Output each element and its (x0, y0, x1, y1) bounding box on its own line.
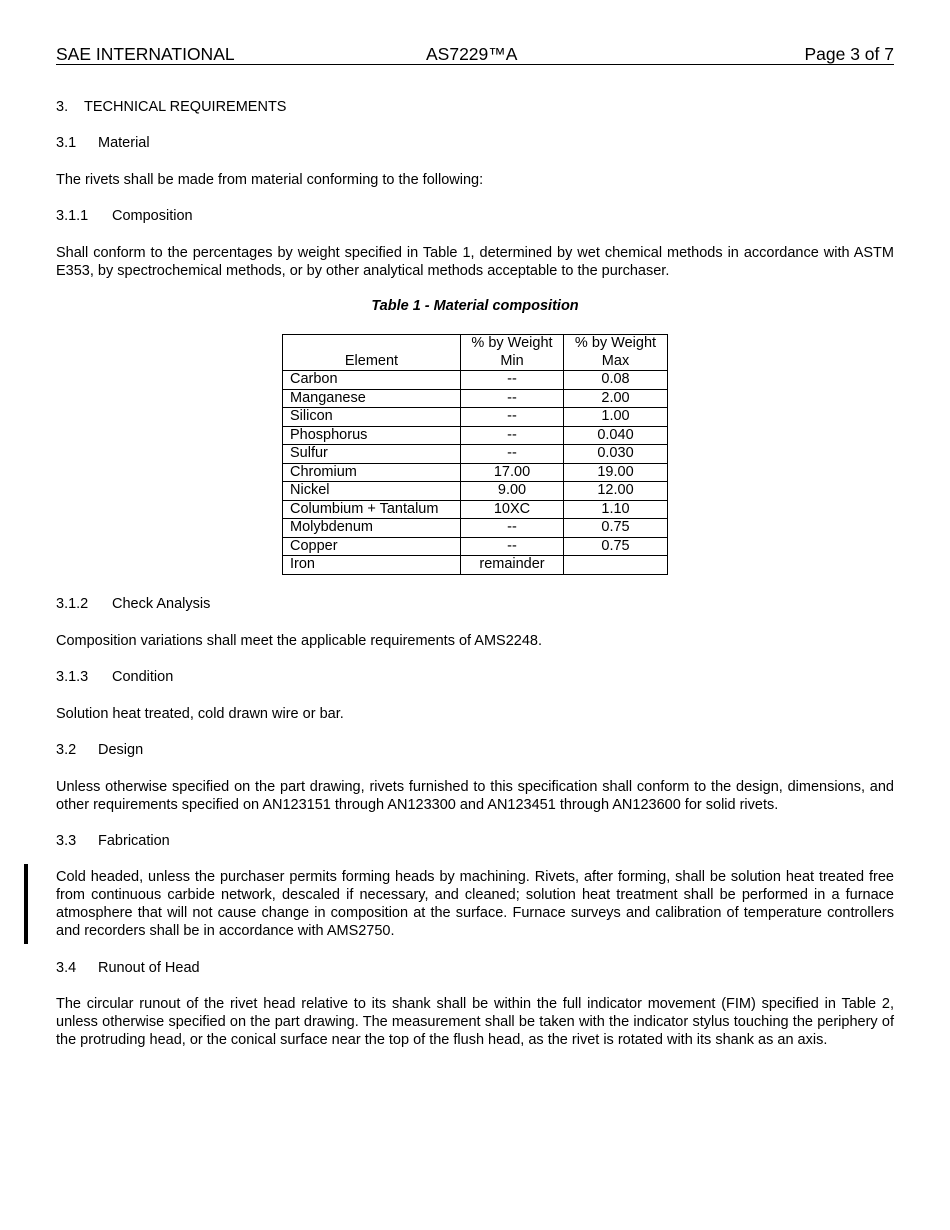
section-title: Runout of Head (98, 960, 200, 976)
column-header-max: % by Weight Max (564, 335, 668, 371)
header-document-id: AS7229™A (426, 44, 518, 64)
section-3-3-text: Cold headed, unless the purchaser permits forming heads by machining. Rivets, after forming, shall be solution heat treated free from continuous carbide network, descaled if necessary, and cleaned; solution heat treatment shall be performed in a furnace atmosphere that will not cause change in composition at the surface. Furnace surveys and calibration of temperature controllers and recorders shall be in accordance with AMS2750. (56, 869, 894, 939)
section-number: 3.1.3 (56, 669, 89, 685)
table-1-caption: Table 1 - Material composition (371, 298, 579, 314)
section-title: Composition (112, 208, 193, 224)
header-organization: SAE INTERNATIONAL (56, 44, 235, 64)
section-3-1-text: The rivets shall be made from material conforming to the following: (56, 172, 484, 188)
revision-change-bar (24, 864, 28, 944)
section-number: 3.1 (56, 135, 77, 151)
table-row: Copper -- 0.75 (283, 537, 668, 556)
section-3-1-2-heading (56, 595, 894, 613)
column-header-min: % by Weight Min (461, 335, 564, 371)
table-row: Silicon -- 1.00 (283, 408, 668, 427)
section-title: Material (98, 135, 150, 151)
section-number: 3. (56, 99, 69, 115)
section-number: 3.1.1 (56, 208, 89, 224)
section-number: 3.1.2 (56, 596, 89, 612)
section-number: 3.4 (56, 960, 77, 976)
section-3-1-heading (56, 134, 894, 152)
header-page-number: Page 3 of 7 (804, 44, 894, 64)
page-header (56, 44, 894, 65)
section-number: 3.3 (56, 833, 77, 849)
section-title: TECHNICAL REQUIREMENTS (84, 99, 287, 115)
section-3-2-heading (56, 741, 894, 759)
section-title: Condition (112, 669, 174, 685)
section-3-1-3-text: Solution heat treated, cold drawn wire or bar. (56, 706, 344, 722)
table-row: Iron remainder (283, 556, 668, 575)
table-row: Sulfur -- 0.030 (283, 445, 668, 464)
section-3-3-heading (56, 832, 894, 850)
section-3-1-1-heading (56, 207, 894, 225)
table-row: Molybdenum -- 0.75 (283, 519, 668, 538)
section-number: 3.2 (56, 742, 77, 758)
table-row: Carbon -- 0.08 (283, 371, 668, 390)
table-row: Nickel 9.00 12.00 (283, 482, 668, 501)
section-3-4-heading (56, 959, 894, 977)
section-3-1-2-text: Composition variations shall meet the applicable requirements of AMS2248. (56, 633, 543, 649)
section-3-1-3-heading (56, 668, 894, 686)
table-row: Manganese -- 2.00 (283, 389, 668, 408)
section-3-2-text: Unless otherwise specified on the part drawing, rivets furnished to this specification shall conform to the design, dimensions, and other requirements specified on AN123151 through AN123300 and AN123451 through AN123600 for solid rivets. (56, 779, 894, 813)
table-row: Chromium 17.00 19.00 (283, 463, 668, 482)
table-header-row (283, 335, 668, 371)
section-title: Check Analysis (112, 596, 211, 612)
section-3-1-1-text: Shall conform to the percentages by weight specified in Table 1, determined by wet chemical methods in accordance with ASTM E353, by spectrochemical methods, or by other analytical methods acceptable to the purchaser. (56, 245, 894, 279)
section-3-heading (56, 98, 894, 116)
section-title: Fabrication (98, 833, 170, 849)
table-row: Columbium + Tantalum 10XC 1.10 (283, 500, 668, 519)
column-header-element: Element (283, 335, 461, 371)
section-3-4-text: The circular runout of the rivet head relative to its shank shall be within the full indicator movement (FIM) specified in Table 2, unless otherwise specified on the part drawing. The measurement shall be taken with the indicator stylus touching the periphery of the protruding head, or the conical surface near the top of the flush head, as the rivet is rotated with its shank as an axis. (56, 996, 894, 1048)
section-title: Design (98, 742, 144, 758)
material-composition-table (282, 334, 668, 575)
table-row: Phosphorus -- 0.040 (283, 426, 668, 445)
